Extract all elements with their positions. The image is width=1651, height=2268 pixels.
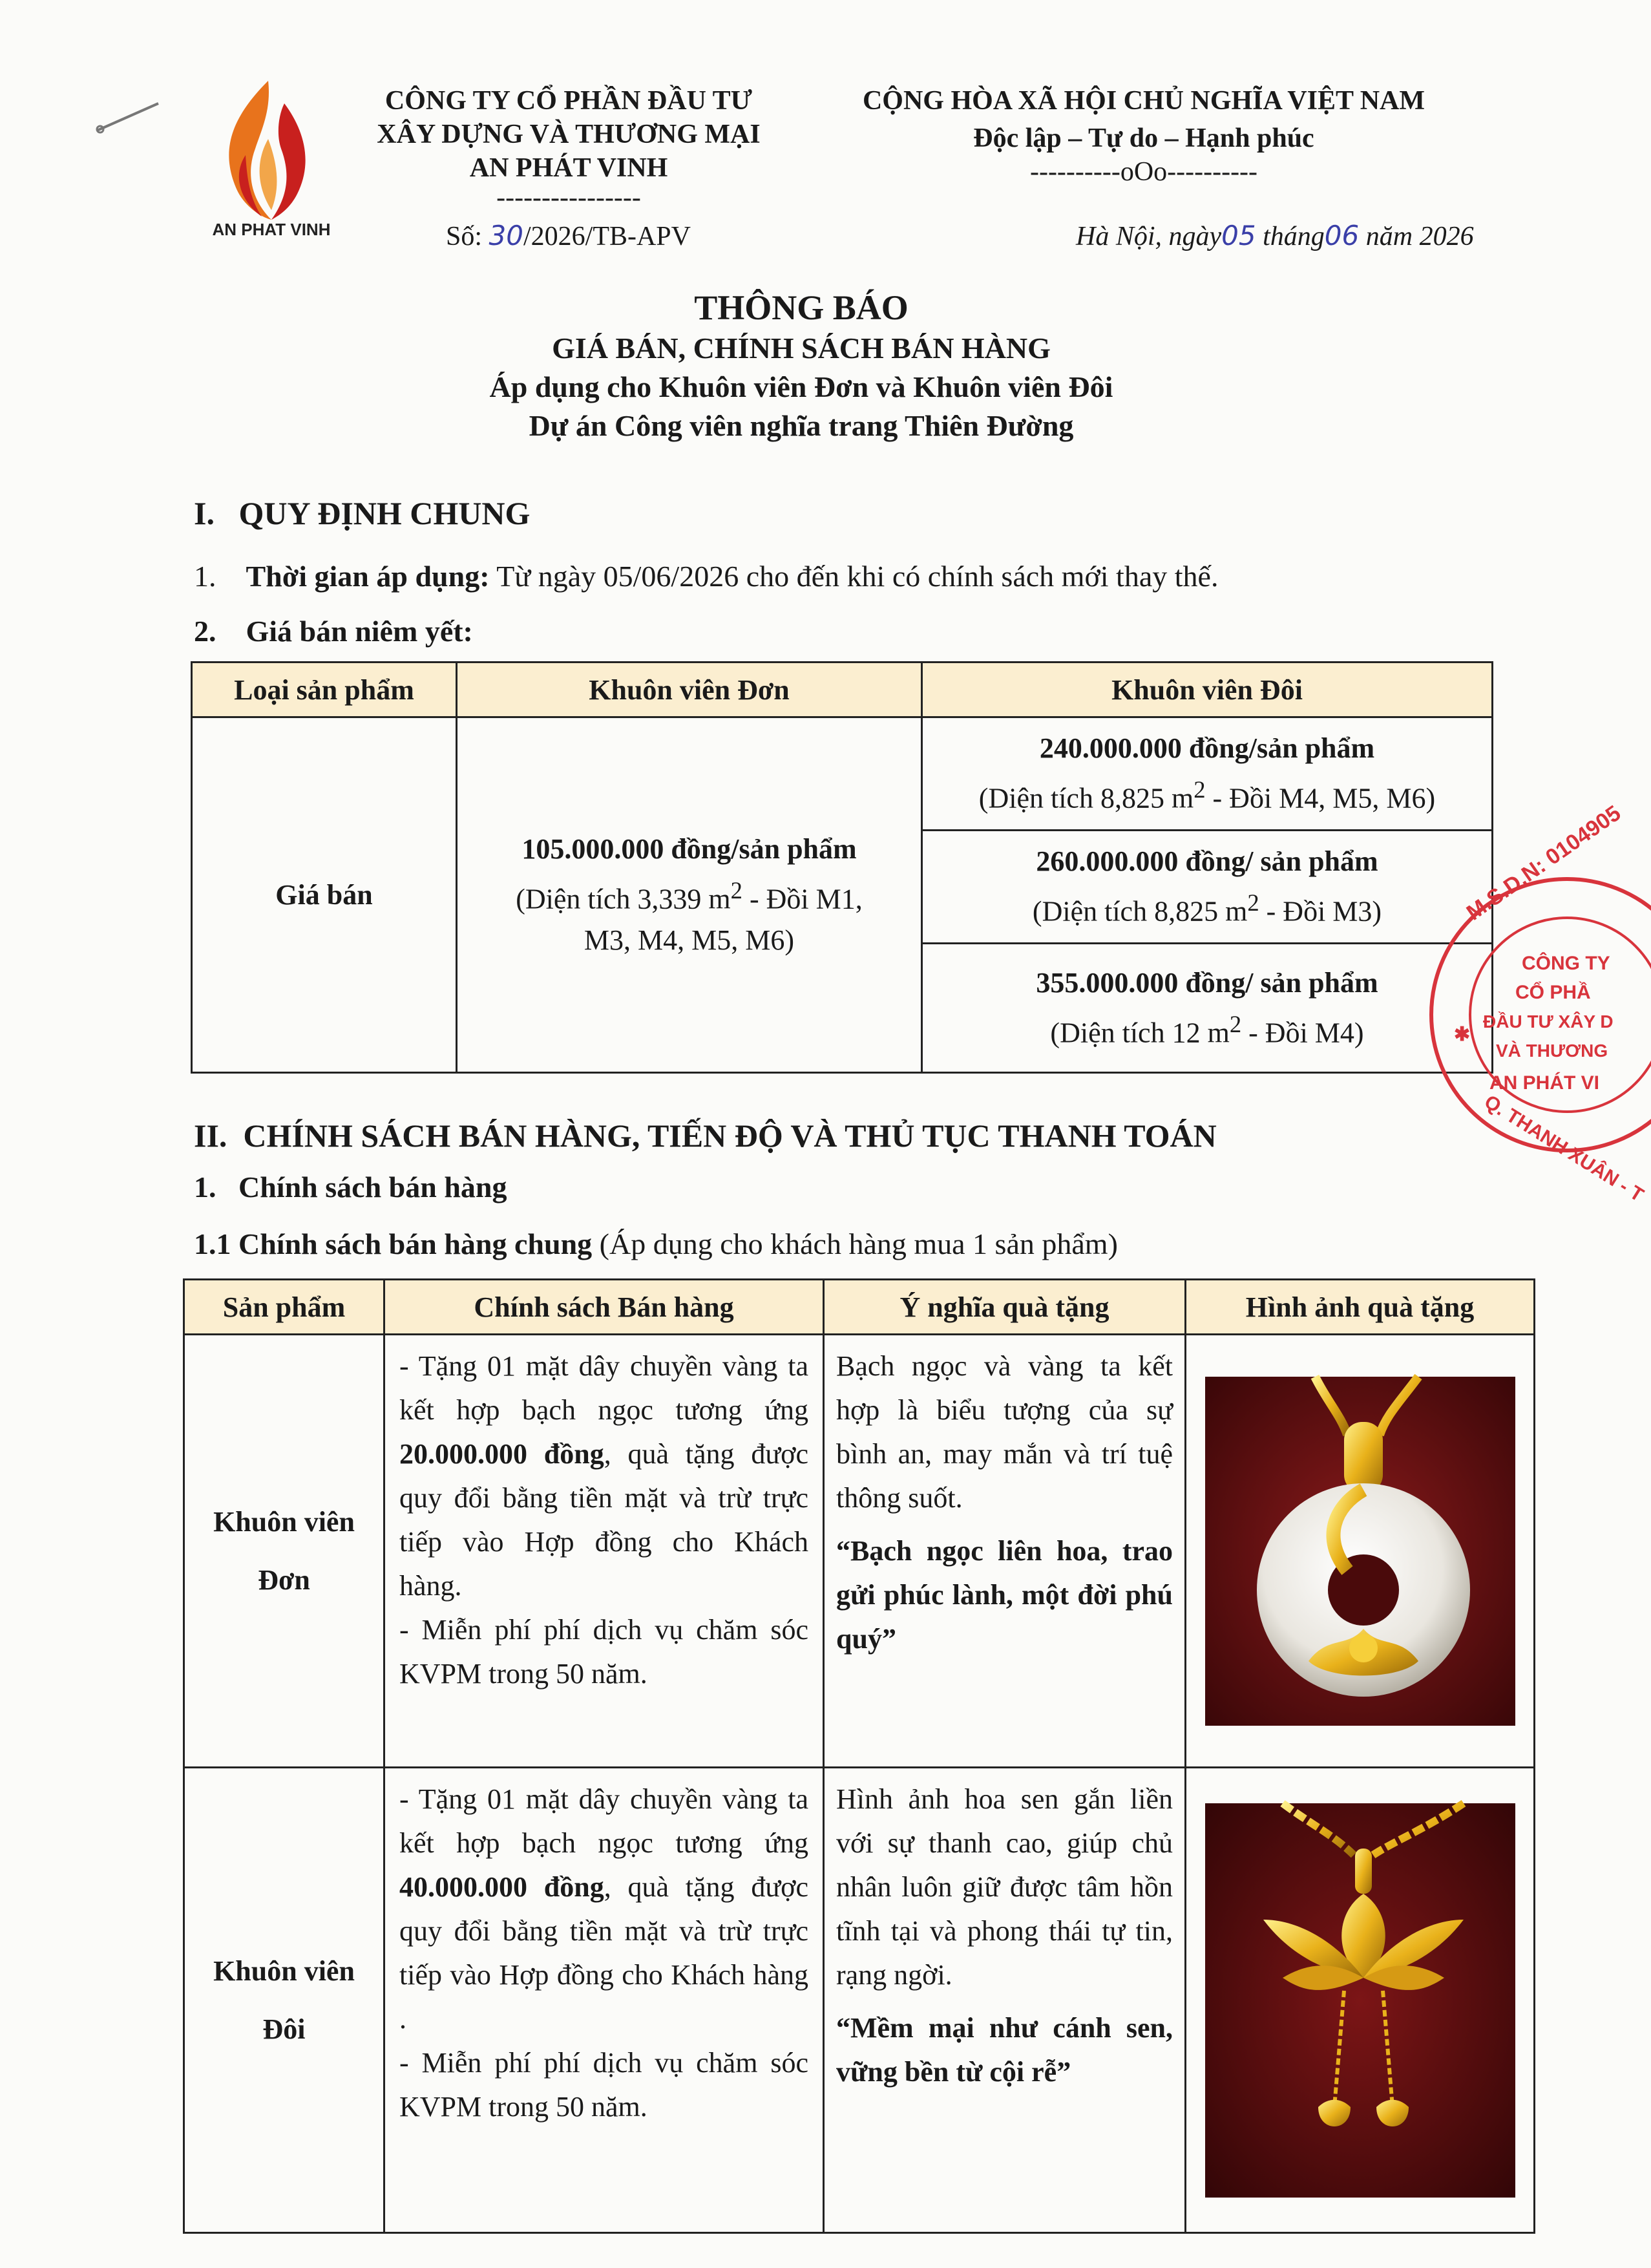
header-gift-meaning: Ý nghĩa quà tặng (824, 1280, 1186, 1335)
section-2-heading: II. CHÍNH SÁCH BÁN HÀNG, TIẾN ĐỘ VÀ THỦ TỤC THANH TOÁN (194, 1118, 1217, 1154)
document-subtitle-1: GIÁ BÁN, CHÍNH SÁCH BÁN HÀNG (552, 332, 1051, 365)
row-label-price: Giá bán (192, 717, 457, 1073)
stamp-bottom-text: Q. THANH XUÂN - T (1480, 1090, 1648, 1207)
header-gift-image: Hình ảnh quà tặng (1186, 1280, 1535, 1335)
staple-mark (94, 97, 165, 136)
product-name: Khuôn viên Đôi (184, 1768, 384, 2233)
stamp-ring-text: M.S.D.N: 0104905 (1462, 800, 1626, 926)
jade-pendant-image (1205, 1377, 1515, 1726)
company-stamp-icon (1418, 800, 1651, 1207)
country-name: CỘNG HÒA XÃ HỘI CHỦ NGHĨA VIỆT NAM (862, 86, 1425, 116)
application-period: 1. Thời gian áp dụng: Từ ngày 05/06/2026 cho đến khi có chính sách mới thay thế. (194, 560, 1219, 593)
document-number: Số: 30/2026/TB-APV (446, 220, 691, 251)
company-divider: ---------------- (496, 183, 641, 213)
sales-policy-cell: - Tặng 01 mặt dây chuyền vàng ta kết hợp bạch ngọc tương ứng 20.000.000 đồng, quà tặng được quy đổi bằng tiền mặt và trừ trực tiếp vào Hợp đồng cho Khách hàng. - Miễn phí phí dịch vụ chăm sóc KVPM trong 50 năm. (384, 1335, 824, 1768)
stamp-line-3: ĐẦU TƯ XÂY D (1483, 1012, 1614, 1032)
double-plot-option-2: 260.000.000 đồng/ sản phẩm (Diện tích 8,825 $m^2$ - Đồi M3) (922, 831, 1493, 944)
header-double-plot: Khuôn viên Đôi (922, 662, 1493, 717)
company-logo-icon (207, 78, 330, 226)
document-subtitle-2: Áp dụng cho Khuôn viên Đơn và Khuôn viên Đôi (489, 370, 1113, 403)
double-plot-option-1: 240.000.000 đồng/sản phẩm (Diện tích 8,825 $m^2$ - Đồi M4, M5, M6) (922, 717, 1493, 831)
company-name-line2: XÂY DỰNG VÀ THƯƠNG MẠI (377, 120, 761, 149)
country-motto: Độc lập – Tự do – Hạnh phúc (973, 123, 1314, 153)
sales-policy-cell: - Tặng 01 mặt dây chuyền vàng ta kết hợp bạch ngọc tương ứng 40.000.000 đồng, quà tặng được quy đổi bằng tiền mặt và trừ trực tiếp vào Hợp đồng cho Khách hàng . - Miễn phí phí dịch vụ chăm sóc KVPM trong 50 năm. (384, 1768, 824, 2233)
stamp-line-2: CỔ PHẦ (1515, 982, 1591, 1003)
gift-image-cell (1186, 1335, 1535, 1768)
single-plot-price: 105.000.000 đồng/sản phẩm (521, 832, 857, 865)
sales-policy-heading: 1. Chính sách bán hàng (194, 1171, 507, 1203)
country-divider: ----------oOo---------- (1029, 157, 1258, 187)
header-single-plot: Khuôn viên Đơn (457, 662, 922, 717)
single-plot-price-cell: 105.000.000 đồng/sản phẩm (Diện tích 3,339 $m^2$ - Đồi M1, M3, M4, M5, M6) (457, 717, 922, 1073)
price-table-header (192, 662, 1493, 717)
company-name-line1: CÔNG TY CỔ PHẦN ĐẦU TƯ (384, 86, 753, 116)
price-table (191, 661, 1493, 1074)
gift-image-cell (1186, 1768, 1535, 2233)
header-product: Sản phẩm (184, 1280, 384, 1335)
table-row (184, 1768, 1535, 2233)
gift-meaning-cell: Bạch ngọc và vàng ta kết hợp là biểu tượng của sự bình an, may mắn và trí tuệ thông suốt. “Bạch ngọc liên hoa, trao gửi phúc lành, một đời phú quý” (824, 1335, 1186, 1768)
lotus-pendant-image (1205, 1803, 1515, 2198)
general-policy-heading: 1.1 Chính sách bán hàng chung (Áp dụng cho khách hàng mua 1 sản phẩm) (194, 1227, 1118, 1260)
document-title: THÔNG BÁO (694, 288, 909, 327)
double-plot-option-3: 355.000.000 đồng/ sản phẩm (Diện tích 12 $m^2$ - Đồi M4) (922, 944, 1493, 1073)
gift-quote: “Mềm mại như cánh sen, vững bền từ cội rễ” (836, 2012, 1173, 2088)
product-name: Khuôn viên Đơn (184, 1335, 384, 1768)
document-date: Hà Nội, ngày05 tháng06 năm 2026 (1076, 220, 1474, 251)
company-name-line3: AN PHÁT VINH (469, 153, 668, 183)
table-row (184, 1335, 1535, 1768)
logo-text: AN PHAT VINH (212, 220, 331, 239)
stamp-line-1: CÔNG TY (1522, 953, 1610, 974)
policy-table-header (184, 1280, 1535, 1335)
svg-text:✱: ✱ (1454, 1024, 1471, 1045)
header-sales-policy: Chính sách Bán hàng (384, 1280, 824, 1335)
listed-price-label: 2. Giá bán niêm yết: (194, 615, 473, 648)
stamp-line-4: VÀ THƯƠNG (1496, 1041, 1608, 1061)
policy-table (183, 1278, 1535, 2234)
header-product-type: Loại sản phẩm (192, 662, 457, 717)
section-1-heading: I. QUY ĐỊNH CHUNG (194, 495, 531, 531)
gift-meaning-cell: Hình ảnh hoa sen gắn liền với sự thanh cao, giúp chủ nhân luôn giữ được tâm hồn tĩnh tại và phong thái tự tin, rạng ngời. “Mềm mại như cánh sen, vững bền từ cội rễ” (824, 1768, 1186, 2233)
document-subtitle-3: Dự án Công viên nghĩa trang Thiên Đường (529, 409, 1074, 442)
gift-quote: “Bạch ngọc liên hoa, trao gửi phúc lành, một đời phú quý” (836, 1535, 1173, 1655)
stamp-line-5: AN PHÁT VI (1489, 1072, 1600, 1094)
